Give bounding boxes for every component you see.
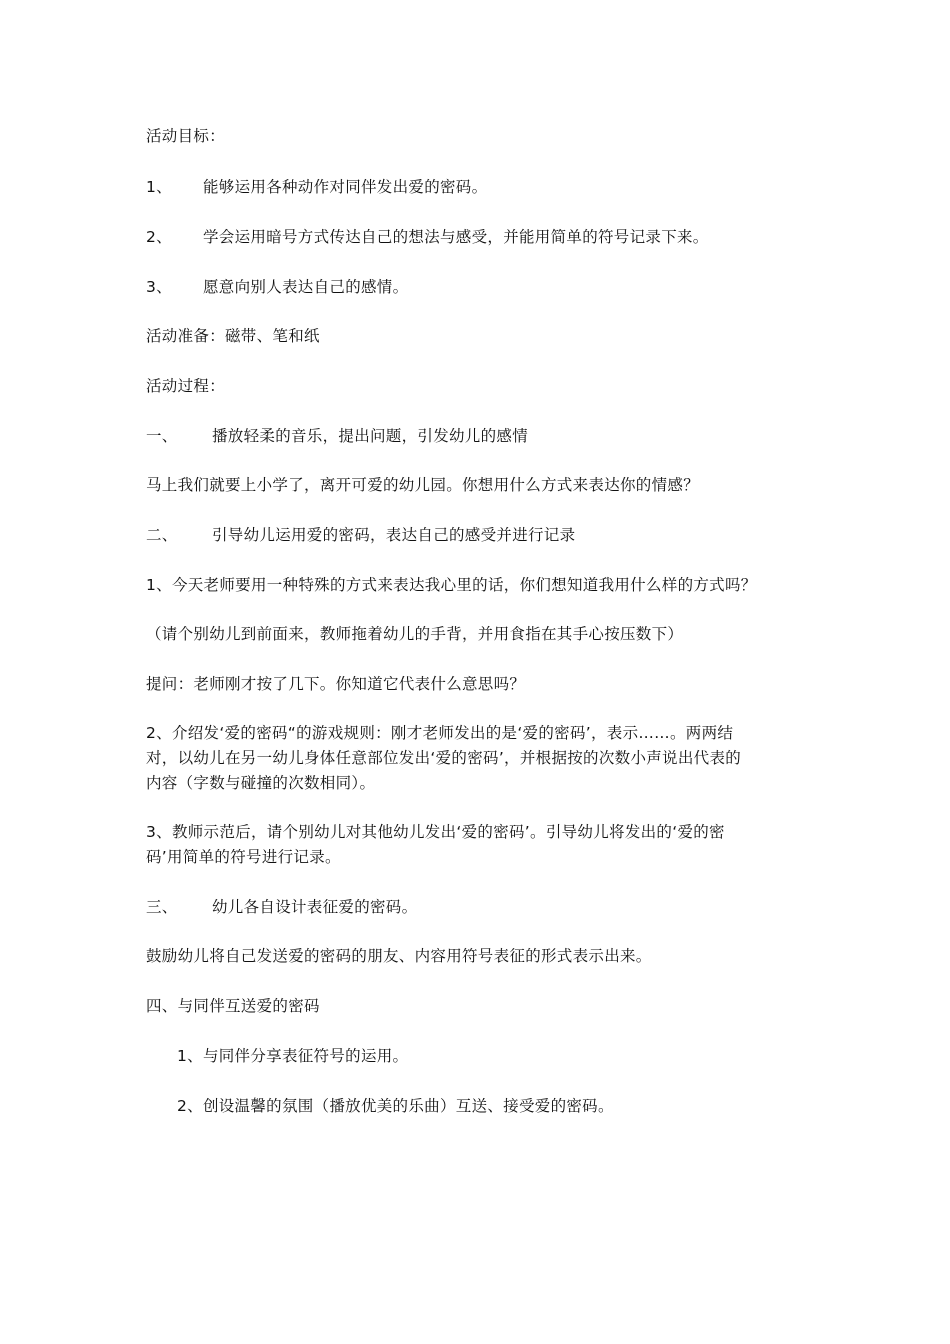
goal-item-3 bbox=[146, 275, 408, 299]
step-2-paragraph-4-line-3: 内容（字数与碰撞的次数相同）。 bbox=[146, 774, 376, 792]
goal-number: 3、 bbox=[146, 278, 172, 296]
step-2-paragraph-5-line-1: 3、教师示范后，请个别幼儿对其他幼儿发出‘爱的密码’。引导幼儿将发出的‘爱的密 bbox=[146, 823, 725, 841]
goal-text: 能够运用各种动作对同伴发出爱的密码。 bbox=[203, 178, 488, 196]
step-text: 播放轻柔的音乐，提出问题，引发幼儿的感情 bbox=[212, 427, 529, 445]
step-number: 二、 bbox=[146, 526, 178, 544]
goal-text: 学会运用暗号方式传达自己的想法与感受，并能用简单的符号记录下来。 bbox=[203, 228, 709, 246]
goal-item-2 bbox=[146, 225, 709, 249]
step-text: 幼儿各自设计表征爱的密码。 bbox=[212, 898, 418, 916]
goal-item-1 bbox=[146, 175, 487, 199]
step-2-heading bbox=[146, 523, 575, 547]
step-4-item-2: 2、创设温馨的氛围（播放优美的乐曲）互送、接受爱的密码。 bbox=[177, 1097, 614, 1115]
step-3-heading bbox=[146, 895, 417, 919]
step-number: 一、 bbox=[146, 427, 178, 445]
step-text: 引导幼儿运用爱的密码，表达自己的感受并进行记录 bbox=[212, 526, 576, 544]
step-2-paragraph-3: 提问：老师刚才按了几下。你知道它代表什么意思吗？ bbox=[146, 675, 526, 693]
step-2-paragraph-2: （请个别幼儿到前面来，教师拖着幼儿的手背，并用食指在其手心按压数下） bbox=[146, 625, 684, 643]
step-1-body: 马上我们就要上小学了，离开可爱的幼儿园。你想用什么方式来表达你的情感？ bbox=[146, 476, 700, 494]
step-2-paragraph-1: 1、今天老师要用一种特殊的方式来表达我心里的话，你们想知道我用什么样的方式吗？ bbox=[146, 576, 757, 594]
step-2-paragraph-4-line-1: 2、介绍发‘爱的密码“的游戏规则：刚才老师发出的是‘爱的密码’，表示……。两两结 bbox=[146, 724, 734, 742]
step-2-paragraph-5-line-2: 码’用简单的符号进行记录。 bbox=[146, 848, 341, 866]
step-2-paragraph-4-line-2: 对，以幼儿在另一幼儿身体任意部位发出‘爱的密码’，并根据按的次数小声说出代表的 bbox=[146, 749, 742, 767]
step-4-heading: 四、与同伴互送爱的密码 bbox=[146, 997, 320, 1015]
step-4-item-1: 1、与同伴分享表征符号的运用。 bbox=[177, 1047, 409, 1065]
step-number: 三、 bbox=[146, 898, 178, 916]
goal-number: 2、 bbox=[146, 228, 172, 246]
goal-number: 1、 bbox=[146, 178, 172, 196]
step-1-heading bbox=[146, 424, 528, 448]
preparation-line: 活动准备：磁带、笔和纸 bbox=[146, 327, 320, 345]
goals-heading: 活动目标： bbox=[146, 127, 226, 145]
step-3-body: 鼓励幼儿将自己发送爱的密码的朋友、内容用符号表征的形式表示出来。 bbox=[146, 947, 652, 965]
goal-text: 愿意向别人表达自己的感情。 bbox=[203, 278, 409, 296]
process-heading: 活动过程： bbox=[146, 377, 226, 395]
